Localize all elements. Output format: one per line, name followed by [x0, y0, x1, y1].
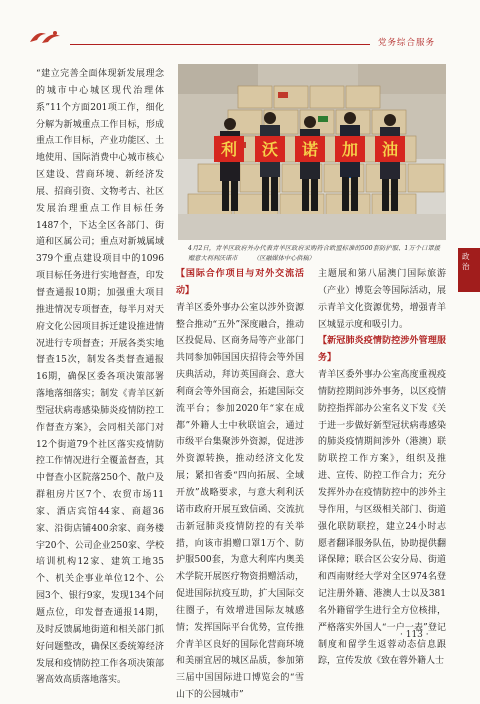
left-column-text: “建立完善全面体现新发展理念的城市中心城区现代治理体系”11个方面201项工作，细化分解为新城重点工作目标，形成重点工作目标，产业功能区、土地使用、国际消费中心城市核心区建设、营商环境、新经济发展、招商引资、文物考古、社区发展治理重点工作目标任务1487个，下达全区各部门、街道和区属公司；重点对新城属域379个重点建设项目中的1096项目标任务进行实地督查，印发督查通报10期；加强重大项目推进情况专项督查，每半月对天府文化公园项目拆迁建设推进情况进行专项督查；开展各类实地督查15次，制发各类督查通报16期，确保区委各项决策部署落地落细落实；制发《青羊区新型冠状病毒感染肺炎疫情防控工作督查方案》，会同相关部门对12个街道79个社区落实疫情防控工作情况进行全覆盖督查，其中督查小区院落250个、散户及群租房片区7个、农贸市场11家、酒店宾馆44家、商超36家、沿街店铺400余家、商务楼宇20个、公司企业250家、学校培训机构12家、建筑工地35个、机关企事业单位12个、公园3个、银行9家，发现134个问题点位，印发督查通报14期，及时反馈属地街道和相关部门抓好问题整改，确保区委统筹经济发展和疫情防控工作各项决策部署高效高质落地落实。	[36, 69, 164, 686]
banner-char-4: 加	[341, 140, 359, 159]
photo-illustration	[178, 64, 446, 240]
banner-char-1: 利	[220, 140, 238, 159]
party-emblem-icon	[28, 28, 62, 46]
middle-column	[176, 266, 304, 704]
banner-char-5: 油	[381, 140, 399, 159]
news-photo	[178, 64, 446, 240]
right-column-intro: 主题展和第八届澳门国际旅游（产业）博览会等国际活动，展示青羊文化资源优势，增强青羊区城显示度和吸引力。	[318, 269, 446, 330]
right-column-text: 青羊区委外事办公室高度重视疫情防控期间涉外事务，以区疫情防控指挥部办公室名义下发《关于进一步做好新型冠状病毒感染的肺炎疫情期间涉外（港澳）联防联控工作方案》，组织及推进、宣传、防控工作合力；充分发挥外办在疫情防控中的涉外主导作用，与区级相关部门、街道强化联防联控，建立24小时志愿者翻译服务队伍，协助提供翻译保障；联合区公安分局、街道和西南财经大学对全区974名登记注册外籍、港澳人士以及381名外籍留学生进行全方位核排，严格落实外国人“一户一表”登记制度和留学生返蓉动态信息跟踪，宣传发放《致在蓉外籍人士	[318, 370, 446, 667]
chapter-tab-label: 政治	[462, 252, 470, 271]
header-rule	[70, 44, 370, 45]
middle-column-text: 青羊区委外事办公室以涉外资源整合推动“五外”深度融合，推动区投促局、区商务局等产业部门共同参加韩国国庆招待会等外国庆典活动，拜访英国商会、意大利商会等外国商会，拓建国际交流平台；参加2020年“家在成都”外籍人士中秋联谊会，通过市级平台集聚涉外资源，促进涉外资源转换，推动经济文化发展；紧扣省委“四向拓展、全域开放”战略要求，与意大利利沃诺市政府开展互致信函、交流抗击新冠肺炎疫情防控的有关举措，向该市捐赠口罩1万个、防护服500套，为意大利库内奥美术学院开展医疗物资捐赠活动，促进国际抗疫互助，扩大国际交往圈子，有效增进国际友城感情；发挥国际平台优势，宣传推介青羊区良好的国际化营商环境和美丽宜居的城区品质，参加第三届中国国际进口博览会的“雪山下的公园城市”	[176, 302, 304, 701]
banner-char-2: 沃	[261, 140, 279, 159]
photo-caption: 4月2日，青羊区政府外办代表青羊区政府采购符合欧盟标准的500套防护服、1万个口罩援赠意大利利沃诺市 （区融媒体中心供稿）	[188, 245, 440, 262]
page-header	[0, 0, 480, 52]
left-column	[36, 66, 164, 689]
right-column	[318, 266, 446, 670]
section-header-title: 党务综合服务	[378, 38, 436, 48]
banner-char-3: 诺	[301, 140, 319, 159]
page-number: · 113 ·	[400, 630, 429, 640]
section-title-international: 【国际合作项目与对外交流活动】	[176, 269, 304, 296]
section-title-epidemic: 【新冠肺炎疫情防控涉外管理服务】	[318, 336, 446, 364]
